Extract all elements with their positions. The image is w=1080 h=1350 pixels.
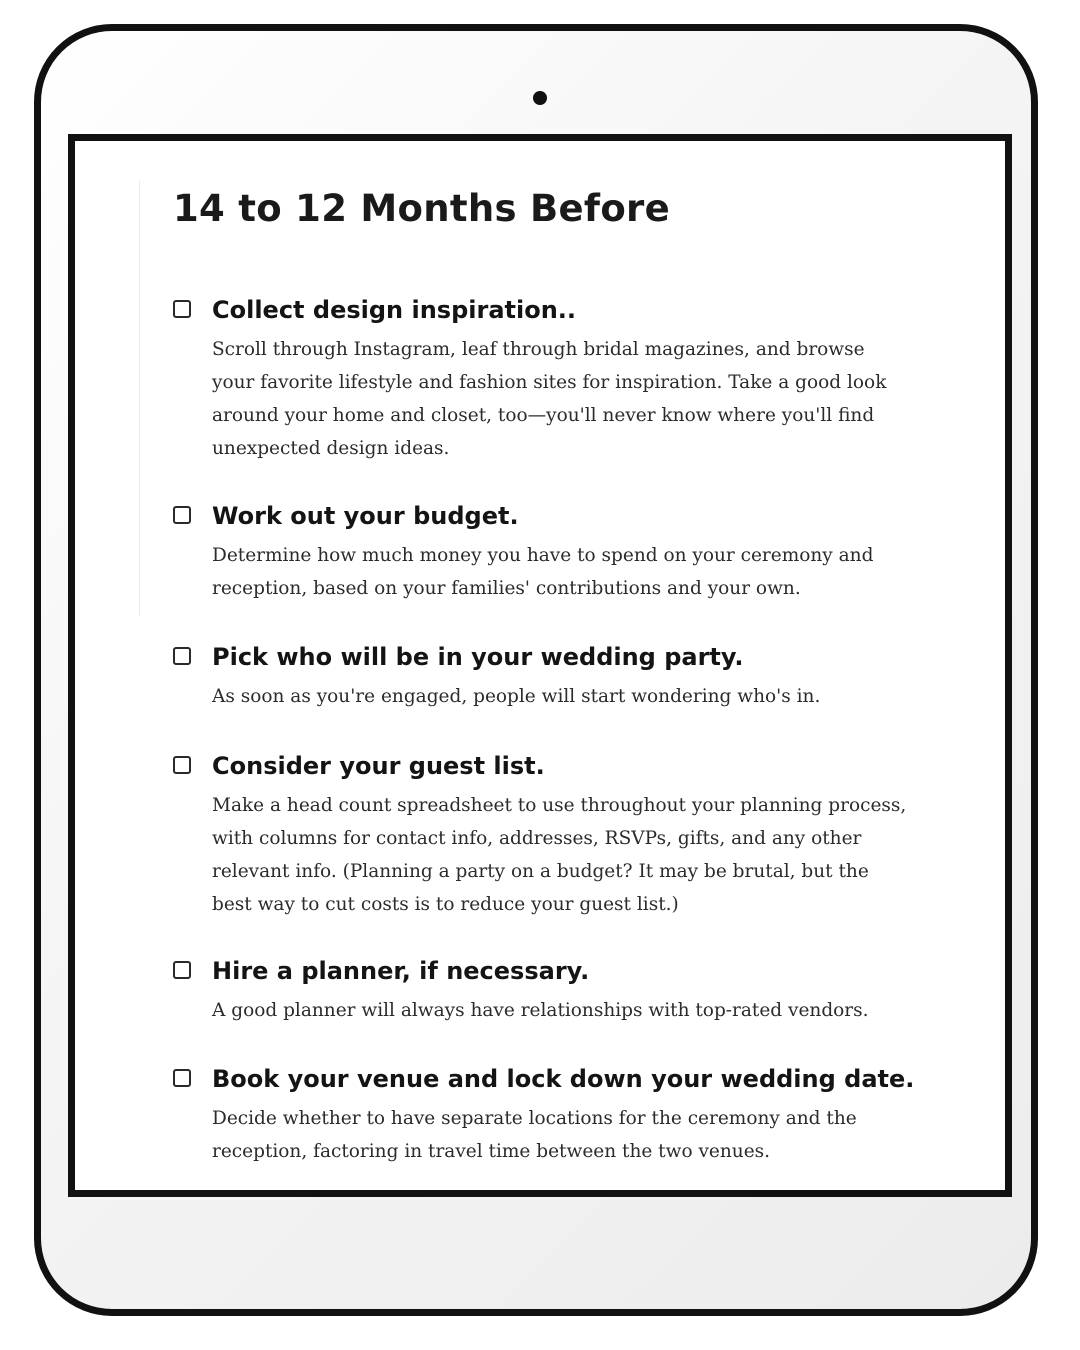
checklist-item-body: As soon as you're engaged, people will start wondering who's in. — [212, 686, 821, 707]
checkbox[interactable] — [173, 1069, 191, 1087]
checklist-item-heading: Work out your budget. — [212, 502, 519, 530]
checkbox[interactable] — [173, 506, 191, 524]
checklist-item-body: A good planner will always have relationships with top-rated vendors. — [212, 1000, 869, 1021]
checklist-item-heading: Hire a planner, if necessary. — [212, 957, 590, 985]
checklist-item-body: Scroll through Instagram, leaf through bridal magazines, and browse your favorite lifestyle and fashion sites for inspiration. Take a good look around your home and closet, too—you'll never know where you'll find unexpected design ideas. — [212, 339, 887, 459]
checklist-item-heading: Consider your guest list. — [212, 752, 545, 780]
checkbox[interactable] — [173, 300, 191, 318]
checklist-item-heading: Pick who will be in your wedding party. — [212, 643, 744, 671]
tablet-screen — [68, 134, 1012, 1197]
camera-dot — [533, 91, 547, 105]
checklist-item-heading: Book your venue and lock down your wedding date. — [212, 1065, 915, 1093]
checkbox[interactable] — [173, 756, 191, 774]
checkbox[interactable] — [173, 647, 191, 665]
checklist-item-body: Decide whether to have separate locations for the ceremony and the reception, factoring in travel time between the two venues. — [212, 1108, 857, 1162]
checklist-item-body: Make a head count spreadsheet to use throughout your planning process, with columns for contact info, addresses, RSVPs, gifts, and any other relevant info. (Planning a party on a budget? It may be brutal, but the best way to cut costs is to reduce your guest list.) — [212, 795, 907, 915]
page-title: 14 to 12 Months Before — [173, 187, 670, 230]
checklist-item-heading: Collect design inspiration.. — [212, 296, 577, 324]
checkbox[interactable] — [173, 961, 191, 979]
checklist-item-body: Determine how much money you have to spend on your ceremony and reception, based on your families' contributions and your own. — [212, 545, 874, 599]
content-divider — [139, 181, 140, 616]
